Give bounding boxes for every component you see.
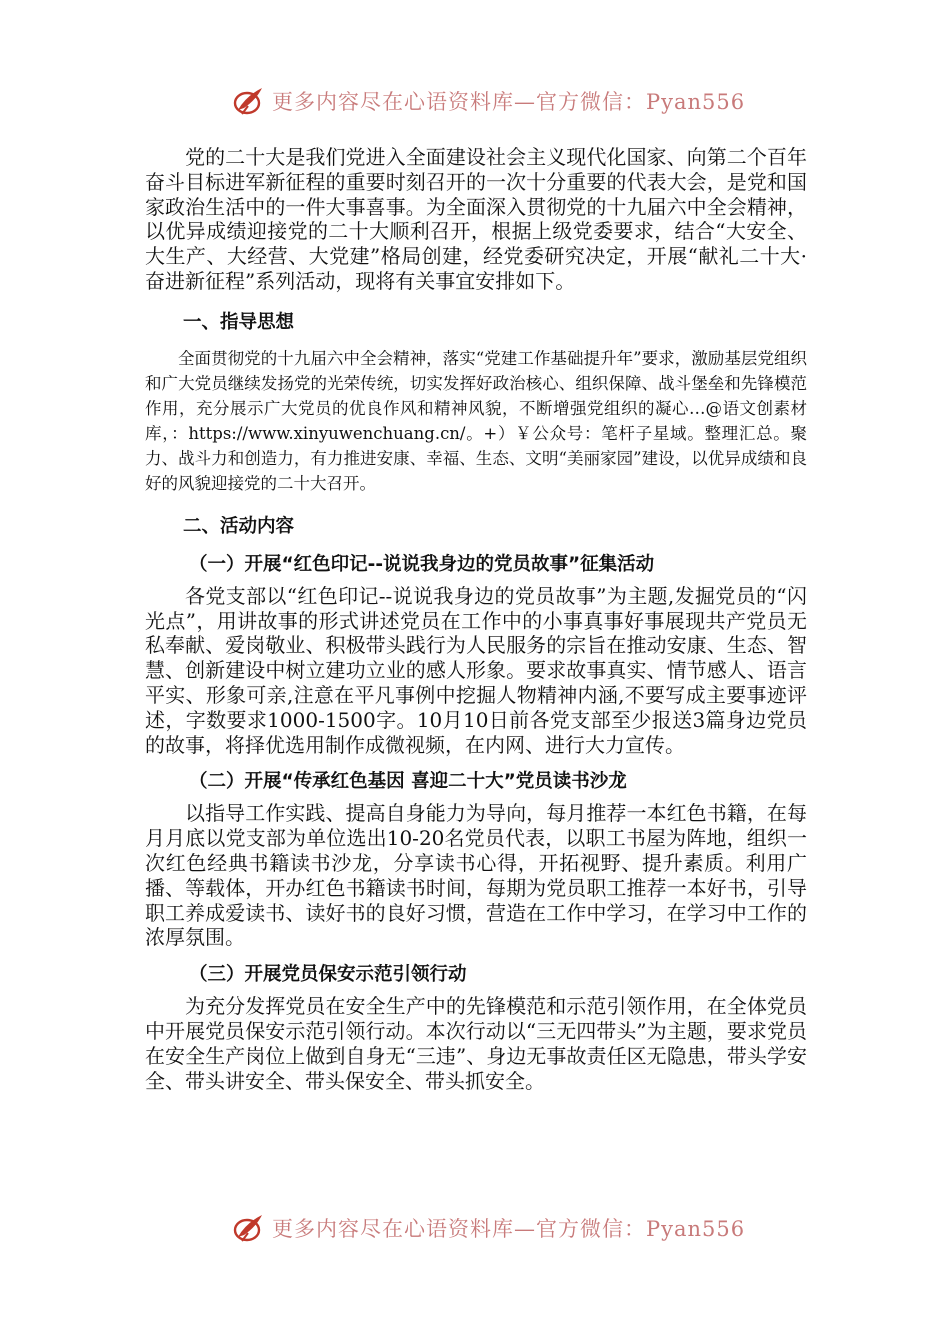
footer-watermark-text: 更多内容尽在心语资料库—官方微信：Pyan556 — [272, 1217, 746, 1241]
quill-logo-icon — [232, 1211, 266, 1245]
subsection-3-paragraph: 为充分发挥党员在安全生产中的先锋模范和示范引领作用，在全体党员中开展党员保安示范引领行动。本次行动以“三无四带头”为主题，要求党员在安全生产岗位上做到自身无“三违”、身边无事故责任区无隐患，带头学安全、带头讲安全、带头保安全、带头抓安全。 — [145, 994, 807, 1093]
section-1-heading: 一、指导思想 — [183, 311, 295, 333]
section-2-heading: 二、活动内容 — [183, 515, 295, 537]
document-body — [145, 145, 807, 1093]
header-watermark-text: 更多内容尽在心语资料库—官方微信：Pyan556 — [272, 90, 746, 114]
header-watermark — [232, 82, 746, 120]
subsection-2-paragraph: 以指导工作实践、提高自身能力为导向，每月推荐一本红色书籍，在每月月底以党支部为单位选出10-20名党员代表，以职工书屋为阵地，组织一次红色经典书籍读书沙龙，分享读书心得，开拓视野、提升素质。利用广播、等载体，开办红色书籍读书时间，每期为党员职工推荐一本好书，引导职工养成爱读书、读好书的良好习惯，营造在工作中学习，在学习中工作的浓厚氛围。 — [145, 801, 807, 950]
quill-logo-icon — [232, 84, 266, 118]
subsection-1-paragraph: 各党支部以“红色印记--说说我身边的党员故事”为主题,发掘党员的“闪光点”，用讲故事的形式讲述党员在工作中的小事真事好事展现共产党员无私奉献、爱岗敬业、积极带头践行为人民服务的宗旨在推动安康、生态、智慧、创新建设中树立建功立业的感人形象。要求故事真实、情节感人、语言平实、形象可亲,注意在平凡事例中挖掘人物精神内涵,不要写成主要事迹评述，字数要求1000-1500字。10月10日前各党支部至少报送3篇身边党员的故事，将择优选用制作成微视频，在内网、进行大力宣传。 — [145, 583, 807, 757]
section-1-paragraph: 全面贯彻党的十九届六中全会精神，落实“党建工作基础提升年”要求，激励基层党组织和广大党员继续发扬党的光荣传统，切实发挥好政治核心、组织保障、战斗堡垒和先锋模范作用，充分展示广大党员的优良作风和精神风貌，不断增强党组织的凝心…@语文创素材库，：https://www.xinyuwenchuang.cn/。+）￥公众号：笔杆子星域。整理汇总。聚力、战斗力和创造力，有力推进安康、幸福、生态、文明“美丽家园”建设，以优异成绩和良好的风貌迎接党的二十大召开。 — [145, 348, 807, 493]
subsection-2-title: （二）开展“传承红色基因 喜迎二十大”党员读书沙龙 — [189, 771, 627, 793]
subsection-1-title: （一）开展“红色印记--说说我身边的党员故事”征集活动 — [189, 553, 655, 575]
footer-watermark — [232, 1209, 746, 1247]
intro-paragraph: 党的二十大是我们党进入全面建设社会主义现代化国家、向第二个百年奋斗目标进军新征程的重要时刻召开的一次十分重要的代表大会，是党和国家政治生活中的一件大事喜事。为全面深入贯彻党的十九届六中全会精神，以优异成绩迎接党的二十大顺利召开，根据上级党委要求，结合“大安全、大生产、大经营、大党建”格局创建，经党委研究决定，开展“献礼二十大·奋进新征程”系列活动，现将有关事宜安排如下。 — [145, 145, 807, 293]
subsection-3-title: （三）开展党员保安示范引领行动 — [189, 964, 467, 986]
